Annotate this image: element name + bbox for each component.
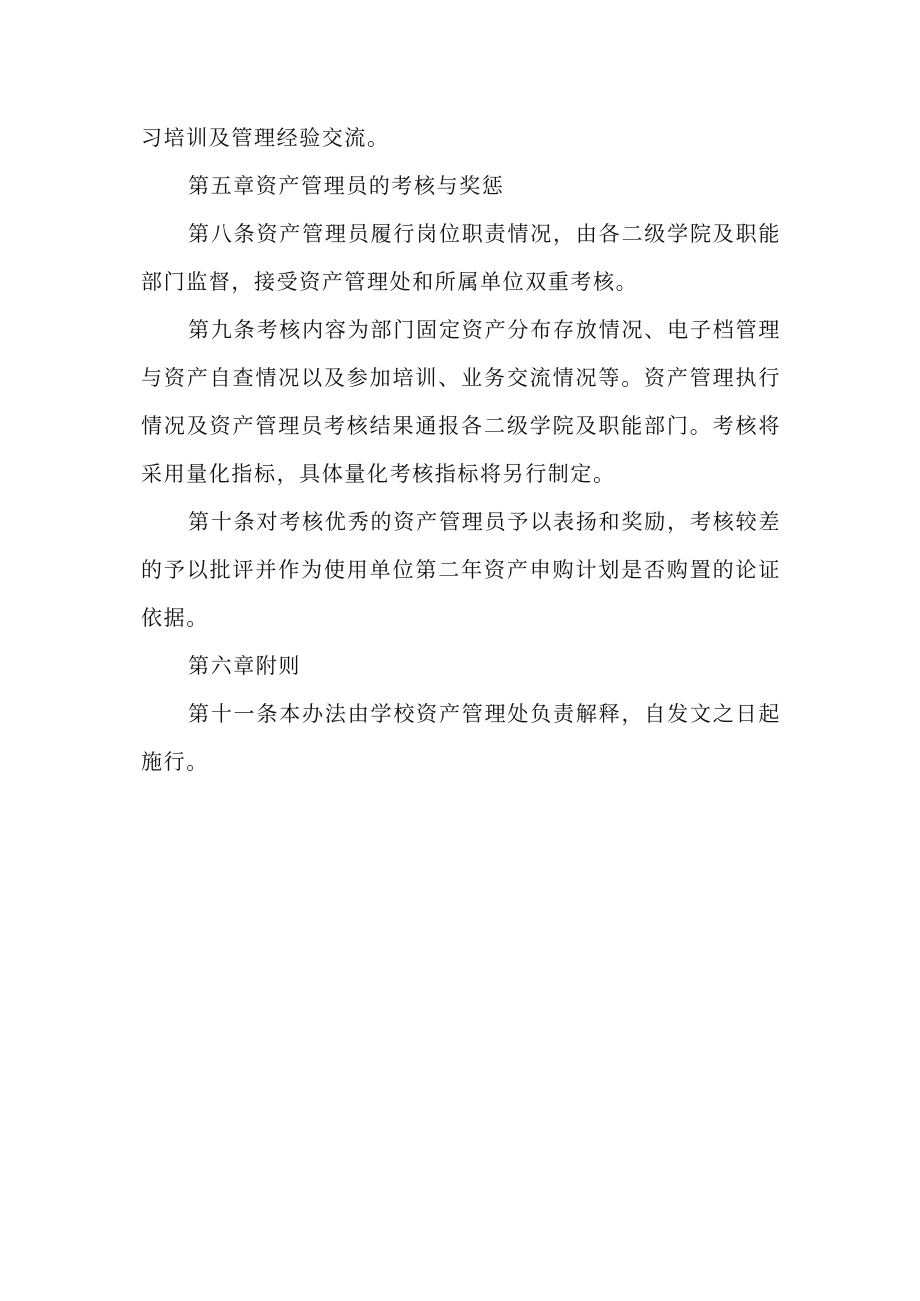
article-11: 第十一条本办法由学校资产管理处负责解释，自发文之日起施行。 bbox=[141, 702, 781, 774]
chapter-heading-5: 第五章资产管理员的考核与奖惩 bbox=[188, 174, 505, 198]
article-10: 第十条对考核优秀的资产管理员予以表扬和奖励，考核较差的予以批评并作为使用单位第二年资产申购计划是否购置的论证依据。 bbox=[141, 510, 781, 630]
paragraph-continuation: 习培训及管理经验交流。 bbox=[141, 126, 390, 150]
chapter-heading-6: 第六章附则 bbox=[188, 654, 301, 678]
article-9: 第九条考核内容为部门固定资产分布存放情况、电子档管理与资产自查情况以及参加培训、业务交流情况等。资产管理执行情况及资产管理员考核结果通报各二级学院及职能部门。考核将采用量化指标，具体量化考核指标将另行制定。 bbox=[141, 318, 781, 486]
document-body bbox=[141, 114, 781, 786]
article-8: 第八条资产管理员履行岗位职责情况，由各二级学院及职能部门监督，接受资产管理处和所属单位双重考核。 bbox=[141, 222, 781, 294]
